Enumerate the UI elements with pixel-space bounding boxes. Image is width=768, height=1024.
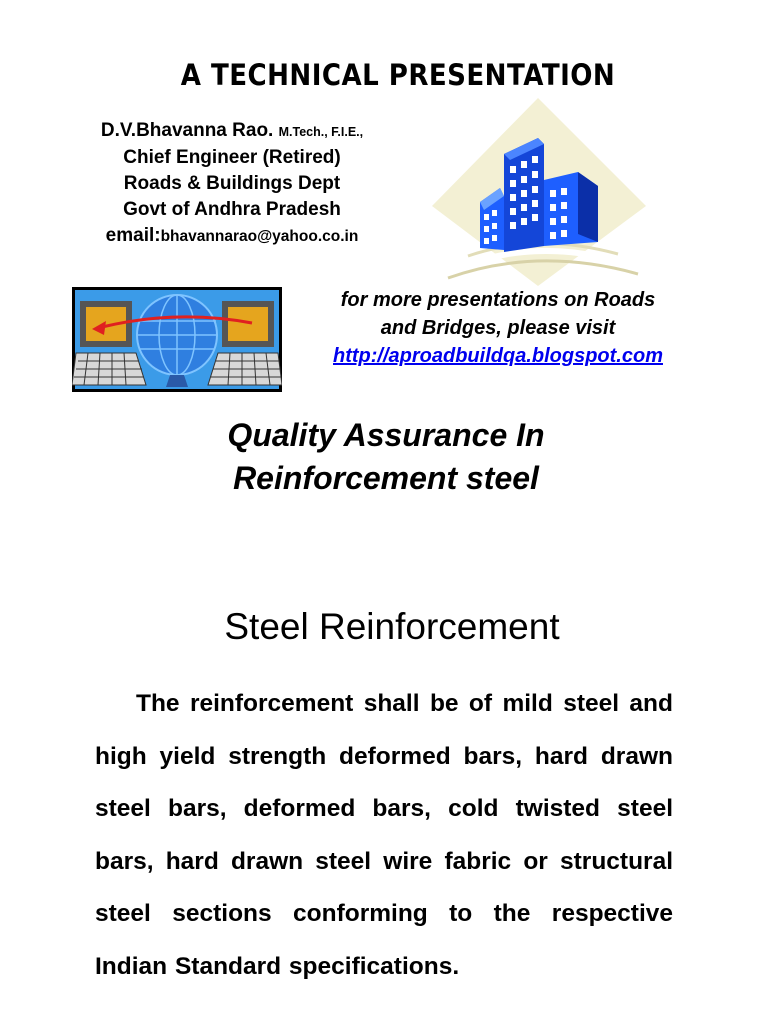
author-position: Chief Engineer (Retired) bbox=[123, 147, 341, 168]
visit-line-2: and Bridges, please visit bbox=[380, 317, 616, 339]
author-email-line bbox=[64, 223, 400, 250]
author-government: Govt of Andhra Pradesh bbox=[123, 199, 341, 220]
author-name-line bbox=[64, 118, 400, 145]
email-label: email: bbox=[105, 225, 161, 246]
author-department: Roads & Buildings Dept bbox=[123, 173, 341, 194]
topic-line-2: Reinforcement steel bbox=[233, 460, 539, 496]
section-heading: Steel Reinforcement bbox=[224, 606, 560, 647]
author-block bbox=[64, 118, 400, 250]
visit-note bbox=[292, 286, 704, 370]
computer-network-icon bbox=[72, 287, 282, 392]
blog-link[interactable]: http://aproadbuildqa.blogspot.com bbox=[333, 345, 663, 367]
presentation-title: A TECHNICAL PRESENTATION bbox=[180, 58, 616, 92]
author-name: D.V.Bhavanna Rao. bbox=[100, 120, 274, 141]
author-qualifications: M.Tech., F.I.E., bbox=[278, 125, 364, 139]
visit-line-1: for more presentations on Roads bbox=[340, 289, 656, 311]
topic-line-1: Quality Assurance In bbox=[227, 417, 545, 453]
topic-title bbox=[0, 414, 768, 500]
office-building-icon bbox=[428, 96, 650, 286]
body-paragraph: The reinforcement shall be of mild steel and high yield strength deformed bars, hard drawn steel bars, deformed bars, cold twisted steel bars, hard drawn steel wire fabric or structural steel sections conforming to the respective Indian Standard specifications. bbox=[95, 690, 673, 980]
author-email: bhavannarao@yahoo.co.in bbox=[160, 228, 359, 245]
